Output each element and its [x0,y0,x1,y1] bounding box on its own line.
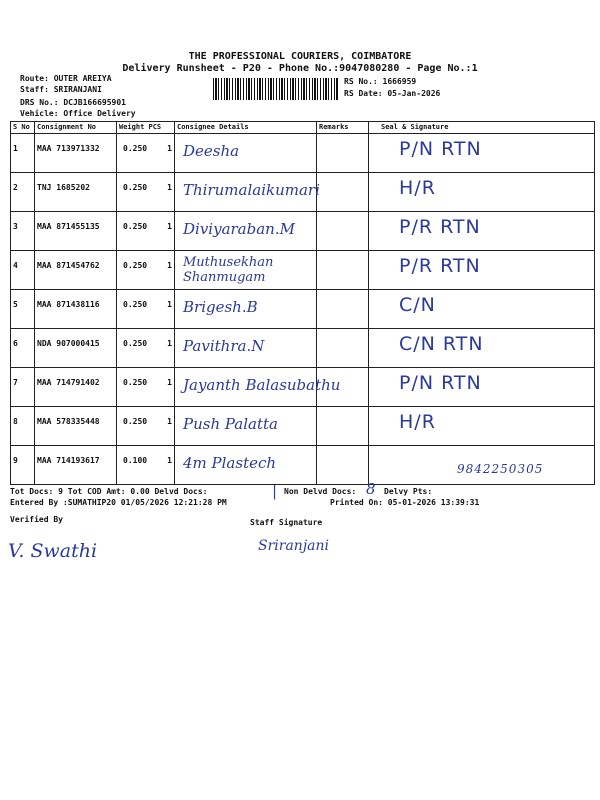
row-seal [369,212,595,251]
rs-number: RS No.: 1666959 [344,77,417,86]
row-pcs: 1 [167,144,172,153]
row-consignment: MAA 578335448 [35,407,117,446]
row-remarks [317,446,369,485]
row-weight-pcs [117,407,175,446]
seal-mark: P/N RTN [399,138,482,160]
barcode [213,78,339,100]
totals-line: Tot Docs: 9 Tot COD Amt: 0.00 Delvd Docs: [10,487,208,496]
row-remarks [317,251,369,290]
row-consignee [175,212,317,251]
staff-signature: Sriranjani [258,538,329,554]
row-weight-pcs [117,446,175,485]
row-consignee [175,134,317,173]
row-sno: 3 [11,212,35,251]
row-pcs: 1 [167,183,172,192]
row-consignment: MAA 713971332 [35,134,117,173]
seal-mark: C/N RTN [399,333,484,355]
row-weight: 0.100 [123,456,148,465]
row-consignee [175,446,317,485]
rs-date: RS Date: 05-Jan-2026 [344,89,441,98]
non-delivered-label: Non Delvd Docs: [284,487,357,496]
seal-mark: H/R [399,177,436,199]
row-weight-pcs [117,368,175,407]
seal-mark: 9842250305 [457,462,544,476]
row-sno: 4 [11,251,35,290]
row-remarks [317,212,369,251]
row-pcs: 1 [167,261,172,270]
row-remarks [317,134,369,173]
row-sno: 2 [11,173,35,212]
consignee-signature: 4m Plastech [183,454,277,472]
row-consignee [175,251,317,290]
col-sno: S No [11,122,35,134]
row-consignment: MAA 871455135 [35,212,117,251]
table-row [11,173,595,212]
consignee-signature: Deesha [183,142,240,160]
table-row [11,290,595,329]
table-row [11,446,595,485]
row-pcs: 1 [167,417,172,426]
row-consignee [175,407,317,446]
seal-mark: C/N [399,294,436,316]
consignee-signature: Brigesh.B [183,298,258,316]
row-weight: 0.250 [123,261,148,270]
row-seal [369,368,595,407]
row-pcs: 1 [167,222,172,231]
table-row [11,368,595,407]
row-weight-pcs [117,212,175,251]
table-row [11,329,595,368]
row-weight-pcs [117,251,175,290]
row-consignment: MAA 871454762 [35,251,117,290]
row-remarks [317,290,369,329]
row-seal [369,329,595,368]
row-pcs: 1 [167,378,172,387]
row-weight-pcs [117,329,175,368]
row-seal [369,446,595,485]
staff: Staff: SRIRANJANI [20,85,102,94]
row-pcs: 1 [167,339,172,348]
seal-mark: P/R RTN [399,216,481,238]
verified-signature: V. Swathi [8,540,98,562]
table-row [11,134,595,173]
col-weight-pcs: Weight PCS [117,122,175,134]
non-delivered-count: 8 [366,480,376,498]
row-weight: 0.250 [123,222,148,231]
verified-by-label: Verified By [10,515,63,524]
table-row [11,407,595,446]
row-consignment: MAA 714193617 [35,446,117,485]
printed-on: Printed On: 05-01-2026 13:39:31 [330,498,480,507]
row-consignee [175,329,317,368]
seal-mark: P/R RTN [399,255,481,277]
row-remarks [317,407,369,446]
runsheet-title: Delivery Runsheet - P20 - Phone No.:9047080280 - Page No.:1 [122,63,478,74]
table-row [11,212,595,251]
row-weight: 0.250 [123,144,148,153]
row-consignee [175,368,341,407]
row-consignment: MAA 871438116 [35,290,117,329]
col-seal: Seal & Signature [369,122,595,134]
company-name: THE PROFESSIONAL COURIERS, COIMBATORE [188,51,412,62]
seal-mark: P/N RTN [399,372,482,394]
row-weight: 0.250 [123,300,148,309]
row-pcs: 1 [167,300,172,309]
row-sno: 5 [11,290,35,329]
row-sno: 6 [11,329,35,368]
row-remarks [317,368,369,407]
row-seal [369,290,595,329]
row-consignment: TNJ 1685202 [35,173,117,212]
row-consignee [175,290,317,329]
consignee-signature: Push Palatta [183,415,278,433]
consignee-signature: Pavithra.N [183,337,265,355]
row-weight-pcs [117,134,175,173]
table-header-row [11,122,595,134]
row-pcs: 1 [167,456,172,465]
delivery-points: Delvy Pts: [384,487,433,496]
table-row [11,251,595,290]
row-weight: 0.250 [123,378,148,387]
col-consignee: Consignee Details [175,122,317,134]
drs-number: DRS No.: DCJB166695901 [20,98,126,107]
col-consignment: Consignment No [35,122,117,134]
col-remarks: Remarks [317,122,369,134]
delivered-count: | [272,482,278,500]
row-seal [369,407,595,446]
row-sno: 8 [11,407,35,446]
row-weight: 0.250 [123,339,148,348]
row-weight: 0.250 [123,417,148,426]
route: Route: OUTER AREIYA [20,74,112,83]
consignee-signature: Diviyaraban.M [183,220,295,238]
row-consignment: NDA 907000415 [35,329,117,368]
row-weight-pcs [117,173,175,212]
staff-signature-label: Staff Signature [250,518,323,527]
row-weight-pcs [117,290,175,329]
seal-mark: H/R [399,411,436,433]
consignee-signature: Thirumalaikumari [183,181,320,199]
row-consignee [175,173,320,212]
row-remarks [317,173,369,212]
row-consignment: MAA 714791402 [35,368,117,407]
row-sno: 1 [11,134,35,173]
row-sno: 9 [11,446,35,485]
consignee-signature: Jayanth Balasubathu [183,376,341,394]
vehicle: Vehicle: Office Delivery [20,109,136,118]
consignment-table [10,121,595,485]
row-weight: 0.250 [123,183,148,192]
consignee-signature: Muthusekhan Shanmugam [183,255,274,285]
row-remarks [317,329,369,368]
row-seal [369,251,595,290]
row-seal [369,173,595,212]
entered-by: Entered By :SUMATHIP20 01/05/2026 12:21:28 PM [10,498,227,507]
row-sno: 7 [11,368,35,407]
row-seal [369,134,595,173]
